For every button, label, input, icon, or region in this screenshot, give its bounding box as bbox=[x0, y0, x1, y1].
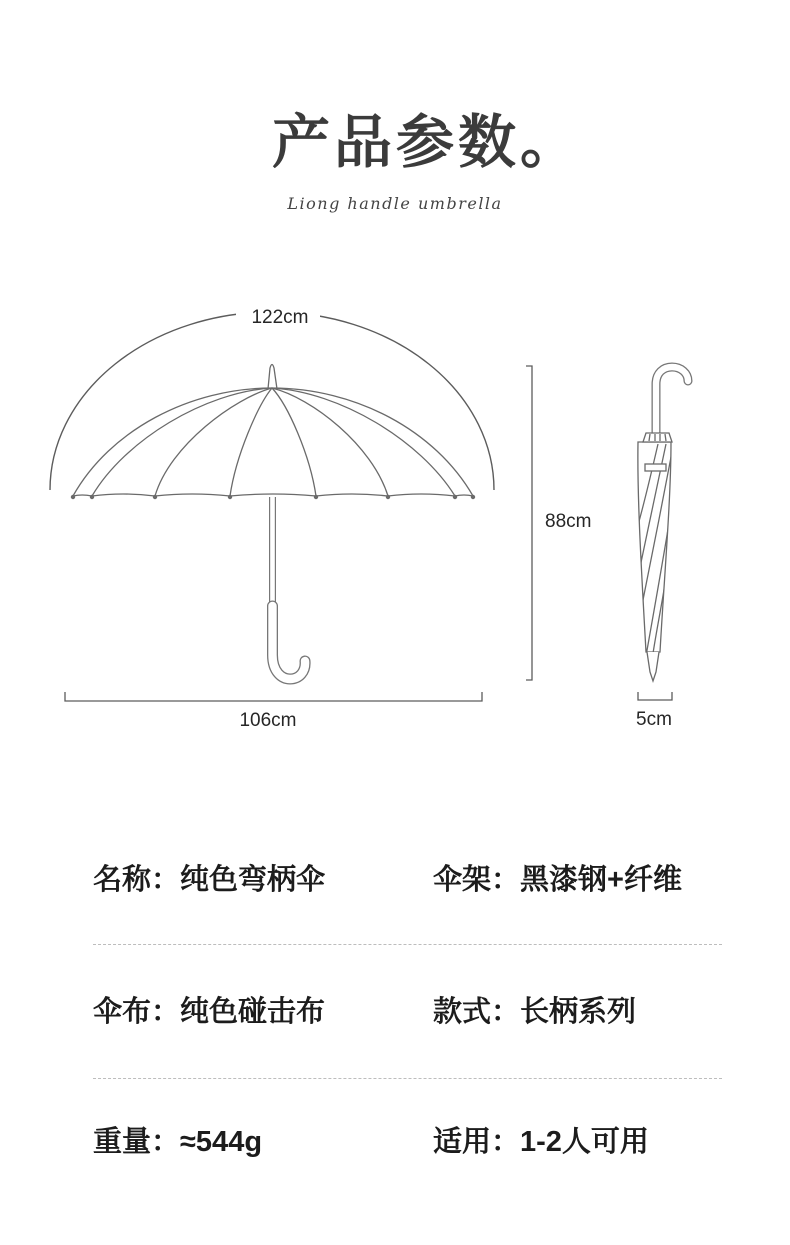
page-title: 产品参数。 bbox=[272, 108, 583, 176]
rib-tip bbox=[386, 495, 390, 499]
closed-umbrella bbox=[638, 367, 688, 681]
canopy-span-label: 122cm bbox=[251, 307, 309, 328]
spec-frame bbox=[433, 862, 682, 898]
rib-tip bbox=[314, 495, 318, 499]
spec-value: ≈544g bbox=[180, 1126, 263, 1158]
spec-fabric bbox=[93, 994, 325, 1030]
rib-tip bbox=[153, 495, 157, 499]
spec-style bbox=[433, 994, 636, 1030]
rib-tip bbox=[453, 495, 457, 499]
spec-label: 款式： bbox=[433, 996, 521, 1028]
spec-divider bbox=[93, 944, 722, 945]
height-dimension-line bbox=[526, 366, 532, 680]
diameter-dimension-line bbox=[638, 692, 672, 700]
closed-strap bbox=[645, 464, 666, 471]
closed-handle-outline bbox=[656, 367, 688, 434]
closed-tip bbox=[647, 652, 659, 681]
spec-divider bbox=[93, 1078, 722, 1079]
spec-value: 纯色碰击布 bbox=[180, 996, 326, 1028]
canopy-rib bbox=[272, 388, 388, 496]
canopy-bottom-edge bbox=[73, 494, 473, 496]
width-dimension-line bbox=[65, 692, 482, 701]
spec-weight bbox=[93, 1124, 262, 1160]
spec-value: 黑漆钢+纤维 bbox=[520, 864, 682, 896]
spec-row bbox=[0, 1124, 790, 1160]
open-umbrella bbox=[71, 365, 475, 680]
spec-row bbox=[0, 994, 790, 1030]
height-label: 88cm bbox=[545, 511, 592, 532]
spec-value: 长柄系列 bbox=[520, 996, 637, 1028]
rib-tip bbox=[90, 495, 94, 499]
rib-tip bbox=[228, 495, 232, 499]
rib-tip bbox=[471, 495, 475, 499]
page-subtitle: Liong handle umbrella bbox=[287, 194, 503, 213]
spec-value: 纯色弯柄伞 bbox=[180, 864, 326, 896]
spec-name bbox=[93, 862, 325, 898]
spec-value: 1-2人可用 bbox=[520, 1126, 649, 1158]
rib-tip bbox=[71, 495, 75, 499]
spec-label: 名称： bbox=[93, 864, 181, 896]
width-label: 106cm bbox=[239, 710, 297, 731]
spec-label: 伞布： bbox=[93, 996, 181, 1028]
height-dimension bbox=[526, 366, 591, 680]
width-dimension bbox=[65, 692, 482, 731]
spec-row bbox=[0, 862, 790, 898]
spec-label: 适用： bbox=[433, 1126, 521, 1158]
umbrella-ferrule bbox=[268, 365, 277, 390]
diameter-label: 5cm bbox=[636, 709, 672, 730]
canopy-rib bbox=[155, 388, 272, 496]
closed-top-cap bbox=[643, 433, 672, 442]
spec-label: 重量： bbox=[93, 1126, 181, 1158]
closed-body bbox=[638, 442, 671, 652]
diameter-dimension bbox=[636, 692, 672, 730]
spec-capacity bbox=[433, 1124, 649, 1160]
spec-label: 伞架： bbox=[433, 864, 521, 896]
